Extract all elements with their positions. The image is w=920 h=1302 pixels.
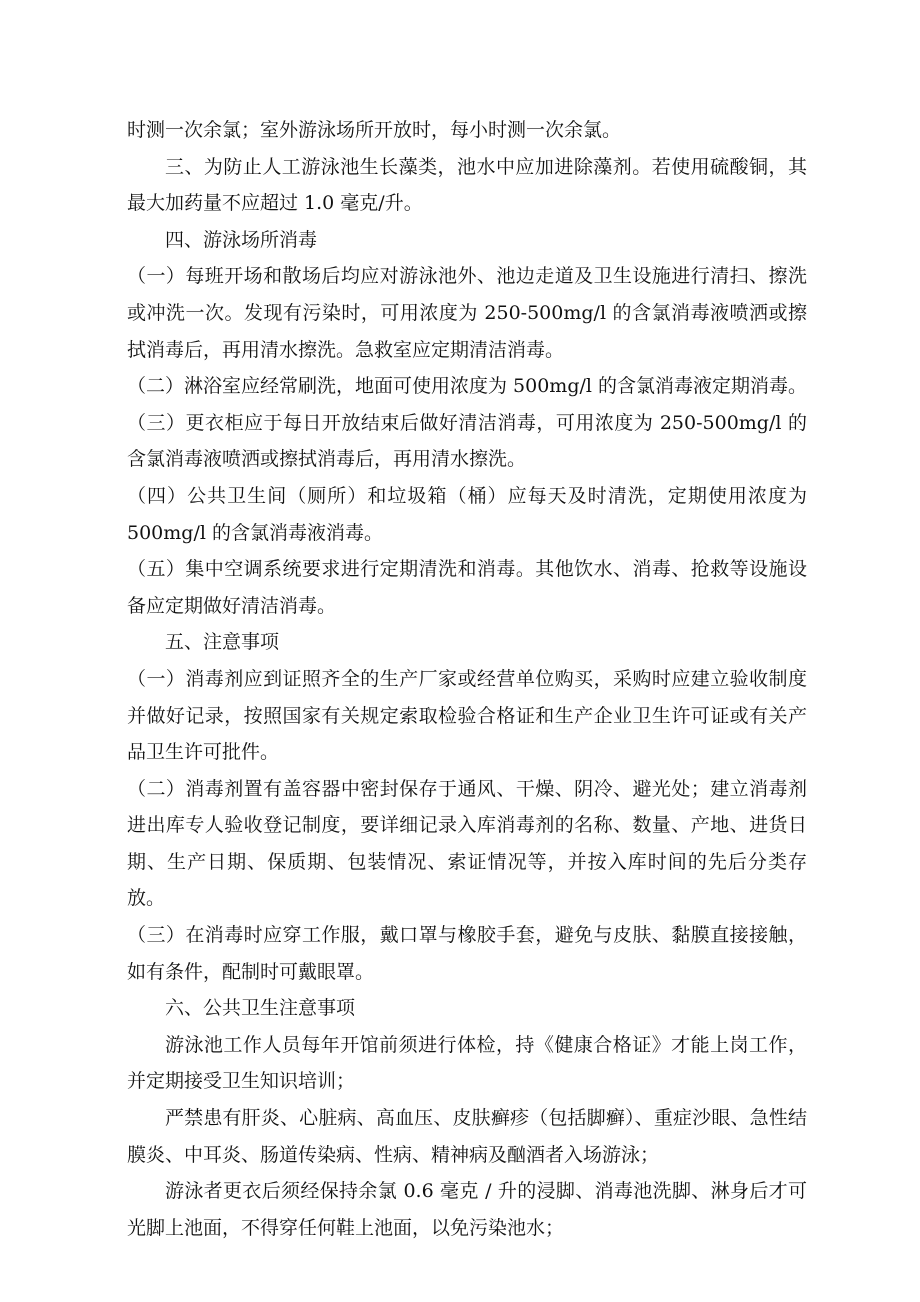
paragraph-algae-prevention: 三、为防止人工游泳池生长藻类，池水中应加进除藻剂。若使用硫酸铜，其最大加药量不应超过 1.0 毫克/升。 — [127, 155, 807, 215]
heading-section-5: 五、注意事项 — [165, 631, 280, 654]
paragraph-6-prohibited-persons: 严禁患有肝炎、心脏病、高血压、皮肤癣疹（包括脚癣）、重症沙眼、急性结膜炎、中耳炎、肠道传染病、性病、精神病及酗酒者入场游泳； — [127, 1107, 807, 1166]
paragraph-5-2: （二）消毒剂置有盖容器中密封保存于通风、干燥、阴冷、避光处；建立消毒剂进出库专人验收登记制度，要详细记录入库消毒剂的名称、数量、产地、进货日期、生产日期、保质期、包装情况、索证情况等，并按入库时间的先后分类存放。 — [127, 777, 807, 910]
paragraph-4-4: （四）公共卫生间（厕所）和垃圾箱（桶）应每天及时清洗，定期使用浓度为 500mg/l 的含氯消毒液消毒。 — [127, 484, 807, 544]
heading-section-4: 四、游泳场所消毒 — [165, 228, 318, 251]
paragraph-5-1: （一）消毒剂应到证照齐全的生产厂家或经营单位购买，采购时应建立验收制度并做好记录，按照国家有关规定索取检验合格证和生产企业卫生许可证或有关产品卫生许可批件。 — [127, 667, 807, 764]
paragraph-5-3: （三）在消毒时应穿工作服，戴口罩与橡胶手套，避免与皮肤、黏膜直接接触，如有条件，配制时可戴眼罩。 — [127, 924, 807, 983]
paragraph-residual-chlorine-continued: 时测一次余氯；室外游泳场所开放时，每小时测一次余氯。 — [127, 119, 622, 141]
paragraph-4-2: （二）淋浴室应经常刷洗，地面可使用浓度为 500mg/l 的含氯消毒液定期消毒。 — [127, 375, 808, 398]
paragraph-4-1: （一）每班开场和散场后均应对游泳池外、池边走道及卫生设施进行清扫、擦洗或冲洗一次。发现有污染时，可用浓度为 250-500mg/l 的含氯消毒液喷洒或擦拭消毒后，再用清水擦洗。急救室应定期清洁消毒。 — [127, 265, 807, 361]
paragraph-4-3: （三）更衣柜应于每日开放结束后做好清洁消毒，可用浓度为 250-500mg/l 的含氯消毒液喷洒或擦拭消毒后，再用清水擦洗。 — [127, 411, 807, 471]
paragraph-6-footbath: 游泳者更衣后须经保持余氯 0.6 毫克 / 升的浸脚、消毒池洗脚、淋身后才可光脚上池面，不得穿任何鞋上池面，以免污染池水； — [127, 1180, 807, 1239]
document-body — [127, 112, 807, 1246]
heading-section-6: 六、公共卫生注意事项 — [165, 997, 356, 1020]
paragraph-4-5: （五）集中空调系统要求进行定期清洗和消毒。其他饮水、消毒、抢救等设施设备应定期做好清洁消毒。 — [127, 558, 807, 617]
paragraph-6-staff-health: 游泳池工作人员每年开馆前须进行体检，持《健康合格证》才能上岗工作，并定期接受卫生知识培训； — [127, 1033, 807, 1093]
